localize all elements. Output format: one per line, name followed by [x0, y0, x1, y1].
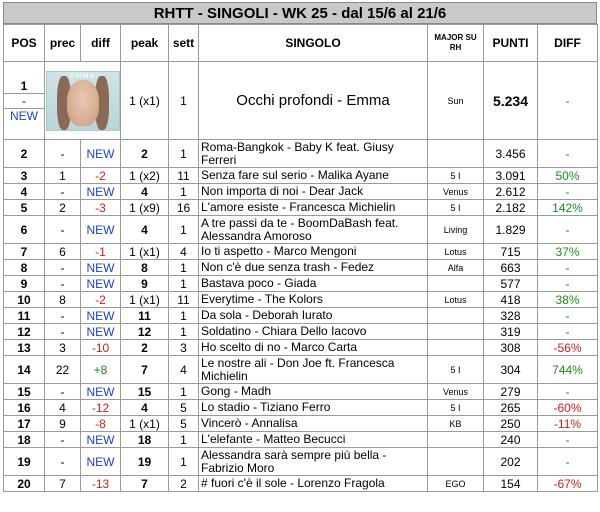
label-cell	[428, 340, 484, 356]
song-cell: Non c'è due senza trash - Fedez	[199, 260, 428, 276]
song-cell: Roma-Bangkok - Baby K feat. Giusy Ferreri	[199, 140, 428, 168]
song-cell: Senza fare sul serio - Malika Ayane	[199, 168, 428, 184]
points-cell: 715	[484, 244, 538, 260]
position-number: 1	[4, 79, 44, 94]
table-row	[4, 340, 598, 356]
pct-cell: -	[538, 140, 598, 168]
table-row	[4, 476, 598, 492]
points-cell: 202	[484, 448, 538, 476]
prev-cell: -	[45, 140, 81, 168]
table-row	[4, 400, 598, 416]
points-cell: 319	[484, 324, 538, 340]
table-row	[4, 168, 598, 184]
weeks-cell: 1	[169, 324, 199, 340]
diff-cell: -12	[81, 400, 121, 416]
header-row	[4, 25, 598, 62]
song-cell: L'amore esiste - Francesca Michielin	[199, 200, 428, 216]
prev-cell: -	[45, 276, 81, 292]
weeks-cell: 5	[169, 400, 199, 416]
pct-cell: -	[538, 216, 598, 244]
position-cell: 20	[4, 476, 45, 492]
points-cell: 5.234	[484, 62, 538, 140]
table-row	[4, 308, 598, 324]
pct-cell: -11%	[538, 416, 598, 432]
header-diff: diff	[81, 25, 121, 62]
prev-cell: -	[45, 260, 81, 276]
peak-cell: 19	[121, 448, 169, 476]
position-cell: 11	[4, 308, 45, 324]
weeks-cell: 1	[169, 184, 199, 200]
diff-cell: -1	[81, 244, 121, 260]
peak-cell: 4	[121, 400, 169, 416]
peak-cell: 1 (x1)	[121, 292, 169, 308]
song-cell: Bastava poco - Giada	[199, 276, 428, 292]
diff-cell: -13	[81, 476, 121, 492]
points-cell: 2.612	[484, 184, 538, 200]
weeks-cell: 1	[169, 384, 199, 400]
diff-cell: -10	[81, 340, 121, 356]
weeks-cell: 11	[169, 292, 199, 308]
weeks-cell: 5	[169, 416, 199, 432]
pct-cell: 744%	[538, 356, 598, 384]
prev-cell: 2	[45, 200, 81, 216]
song-cell: Lo stadio - Tiziano Ferro	[199, 400, 428, 416]
position-cell: 16	[4, 400, 45, 416]
points-cell: 279	[484, 384, 538, 400]
prev-cell: -	[45, 448, 81, 476]
song-cell: Alessandra sarà sempre più bella - Fabrizio Moro	[199, 448, 428, 476]
pct-cell: -	[538, 324, 598, 340]
pct-cell: -60%	[538, 400, 598, 416]
diff-cell: NEW	[81, 276, 121, 292]
points-cell: 154	[484, 476, 538, 492]
points-cell: 328	[484, 308, 538, 324]
diff-cell: NEW	[81, 308, 121, 324]
position-cell: 18	[4, 432, 45, 448]
peak-cell: 7	[121, 356, 169, 384]
points-cell: 418	[484, 292, 538, 308]
header-song: SINGOLO	[199, 25, 428, 62]
table-row	[4, 384, 598, 400]
pct-cell: -	[538, 184, 598, 200]
pct-cell: -	[538, 448, 598, 476]
weeks-cell: 11	[169, 168, 199, 184]
position-dash: -	[4, 94, 44, 109]
weeks-cell: 4	[169, 244, 199, 260]
points-cell: 304	[484, 356, 538, 384]
prev-cell: -	[45, 216, 81, 244]
weeks-cell: 1	[169, 276, 199, 292]
label-cell: Sun	[428, 62, 484, 140]
points-cell: 3.456	[484, 140, 538, 168]
points-cell: 1.829	[484, 216, 538, 244]
peak-cell: 1 (x1)	[121, 416, 169, 432]
weeks-cell: 1	[169, 140, 199, 168]
weeks-cell: 1	[169, 448, 199, 476]
label-cell: 5 I	[428, 400, 484, 416]
prev-cell: 4	[45, 400, 81, 416]
points-cell: 250	[484, 416, 538, 432]
points-cell: 3.091	[484, 168, 538, 184]
position-cell: 12	[4, 324, 45, 340]
table-row	[4, 292, 598, 308]
diff-cell: NEW	[81, 216, 121, 244]
prev-cell: -	[45, 308, 81, 324]
table-row	[4, 184, 598, 200]
peak-cell: 11	[121, 308, 169, 324]
table-row	[4, 200, 598, 216]
pct-cell: -	[538, 260, 598, 276]
position-cell	[4, 62, 45, 140]
table-row	[4, 416, 598, 432]
label-cell: Venus	[428, 184, 484, 200]
peak-cell: 8	[121, 260, 169, 276]
position-cell: 19	[4, 448, 45, 476]
peak-cell: 7	[121, 476, 169, 492]
label-cell: 5 I	[428, 168, 484, 184]
diff-cell: NEW	[81, 384, 121, 400]
song-cell: A tre passi da te - BoomDaBash feat. Alessandra Amoroso	[199, 216, 428, 244]
cover-text: EMMA	[70, 72, 95, 80]
song-cell: # fuori c'è il sole - Lorenzo Fragola	[199, 476, 428, 492]
table-row	[4, 356, 598, 384]
chart-container	[3, 2, 597, 492]
singles-table	[3, 24, 598, 492]
label-cell	[428, 140, 484, 168]
header-prev: prec	[45, 25, 81, 62]
peak-cell: 2	[121, 140, 169, 168]
position-cell: 4	[4, 184, 45, 200]
peak-cell: 2	[121, 340, 169, 356]
peak-cell: 4	[121, 216, 169, 244]
pct-cell: 38%	[538, 292, 598, 308]
header-peak: peak	[121, 25, 169, 62]
album-cover-image	[46, 71, 120, 131]
prev-cell: 7	[45, 476, 81, 492]
prev-cell: 9	[45, 416, 81, 432]
table-row	[4, 244, 598, 260]
song-cell: Le nostre ali - Don Joe ft. Francesca Michielin	[199, 356, 428, 384]
song-cell: L'elefante - Matteo Becucci	[199, 432, 428, 448]
prev-cell: -	[45, 432, 81, 448]
peak-cell: 9	[121, 276, 169, 292]
diff-cell: NEW	[81, 448, 121, 476]
prev-cell: 1	[45, 168, 81, 184]
weeks-cell: 3	[169, 340, 199, 356]
position-cell: 6	[4, 216, 45, 244]
weeks-cell: 1	[169, 62, 199, 140]
header-points: PUNTI	[484, 25, 538, 62]
weeks-cell: 4	[169, 356, 199, 384]
diff-cell: NEW	[81, 140, 121, 168]
song-cell: Io ti aspetto - Marco Mengoni	[199, 244, 428, 260]
points-cell: 265	[484, 400, 538, 416]
label-cell	[428, 432, 484, 448]
song-cell: Gong - Madh	[199, 384, 428, 400]
table-row	[4, 448, 598, 476]
prev-cell: -	[45, 184, 81, 200]
table-row	[4, 140, 598, 168]
prev-cell: -	[45, 324, 81, 340]
header-pos: POS	[4, 25, 45, 62]
song-cell: Non importa di noi - Dear Jack	[199, 184, 428, 200]
table-row	[4, 432, 598, 448]
pct-cell: -67%	[538, 476, 598, 492]
table-row	[4, 260, 598, 276]
pct-cell: 37%	[538, 244, 598, 260]
weeks-cell: 2	[169, 476, 199, 492]
pct-cell: 50%	[538, 168, 598, 184]
label-cell: Lotus	[428, 292, 484, 308]
label-cell: EGO	[428, 476, 484, 492]
peak-cell: 15	[121, 384, 169, 400]
position-cell: 5	[4, 200, 45, 216]
label-cell	[428, 276, 484, 292]
position-cell: 10	[4, 292, 45, 308]
pct-cell: -56%	[538, 340, 598, 356]
pct-cell: -	[538, 276, 598, 292]
peak-cell: 1 (x1)	[121, 62, 169, 140]
song-cell: Soldatino - Chiara Dello Iacovo	[199, 324, 428, 340]
song-cell: Everytime - The Kolors	[199, 292, 428, 308]
chart-title: RHTT - SINGOLI - WK 25 - dal 15/6 al 21/6	[3, 2, 597, 24]
diff-cell: NEW	[81, 184, 121, 200]
prev-cell: 8	[45, 292, 81, 308]
label-cell: Living	[428, 216, 484, 244]
song-cell: Occhi profondi - Emma	[199, 62, 428, 140]
points-cell: 663	[484, 260, 538, 276]
header-label: MAJOR SU RH	[428, 25, 484, 62]
peak-cell: 1 (x9)	[121, 200, 169, 216]
prev-cell: 22	[45, 356, 81, 384]
diff-cell: NEW	[81, 324, 121, 340]
table-row	[4, 276, 598, 292]
pct-cell: -	[538, 432, 598, 448]
points-cell: 308	[484, 340, 538, 356]
header-pct: DIFF	[538, 25, 598, 62]
song-cell: Da sola - Deborah Iurato	[199, 308, 428, 324]
table-row	[4, 324, 598, 340]
song-cell: Ho scelto di no - Marco Carta	[199, 340, 428, 356]
label-cell: Lotus	[428, 244, 484, 260]
position-cell: 15	[4, 384, 45, 400]
prev-cell: 6	[45, 244, 81, 260]
cover-cell	[45, 62, 121, 140]
weeks-cell: 1	[169, 216, 199, 244]
position-cell: 13	[4, 340, 45, 356]
position-cell: 7	[4, 244, 45, 260]
prev-cell: -	[45, 384, 81, 400]
table-row-first	[4, 62, 598, 140]
weeks-cell: 1	[169, 308, 199, 324]
prev-cell: 3	[45, 340, 81, 356]
peak-cell: 1 (x1)	[121, 244, 169, 260]
points-cell: 240	[484, 432, 538, 448]
diff-cell: NEW	[81, 432, 121, 448]
pct-cell: -	[538, 308, 598, 324]
label-cell: KB	[428, 416, 484, 432]
label-cell	[428, 308, 484, 324]
peak-cell: 12	[121, 324, 169, 340]
weeks-cell: 16	[169, 200, 199, 216]
song-cell: Vincerò - Annalisa	[199, 416, 428, 432]
diff-cell: -8	[81, 416, 121, 432]
new-badge: NEW	[10, 108, 38, 123]
position-cell: 2	[4, 140, 45, 168]
weeks-cell: 1	[169, 432, 199, 448]
points-cell: 577	[484, 276, 538, 292]
pct-cell: -	[538, 62, 598, 140]
label-cell: Venus	[428, 384, 484, 400]
peak-cell: 1 (x2)	[121, 168, 169, 184]
pct-cell: -	[538, 384, 598, 400]
label-cell: 5 I	[428, 356, 484, 384]
position-cell: 14	[4, 356, 45, 384]
position-cell: 8	[4, 260, 45, 276]
diff-cell: NEW	[81, 260, 121, 276]
peak-cell: 18	[121, 432, 169, 448]
pct-cell: 142%	[538, 200, 598, 216]
diff-cell: -2	[81, 292, 121, 308]
label-cell: Alfa	[428, 260, 484, 276]
diff-cell: -2	[81, 168, 121, 184]
diff-cell: -3	[81, 200, 121, 216]
diff-cell: +8	[81, 356, 121, 384]
weeks-cell: 1	[169, 260, 199, 276]
peak-cell: 4	[121, 184, 169, 200]
header-weeks: sett	[169, 25, 199, 62]
position-cell: 17	[4, 416, 45, 432]
label-cell: 5 I	[428, 200, 484, 216]
table-row	[4, 216, 598, 244]
label-cell	[428, 448, 484, 476]
position-cell: 3	[4, 168, 45, 184]
points-cell: 2.182	[484, 200, 538, 216]
label-cell	[428, 324, 484, 340]
position-cell: 9	[4, 276, 45, 292]
